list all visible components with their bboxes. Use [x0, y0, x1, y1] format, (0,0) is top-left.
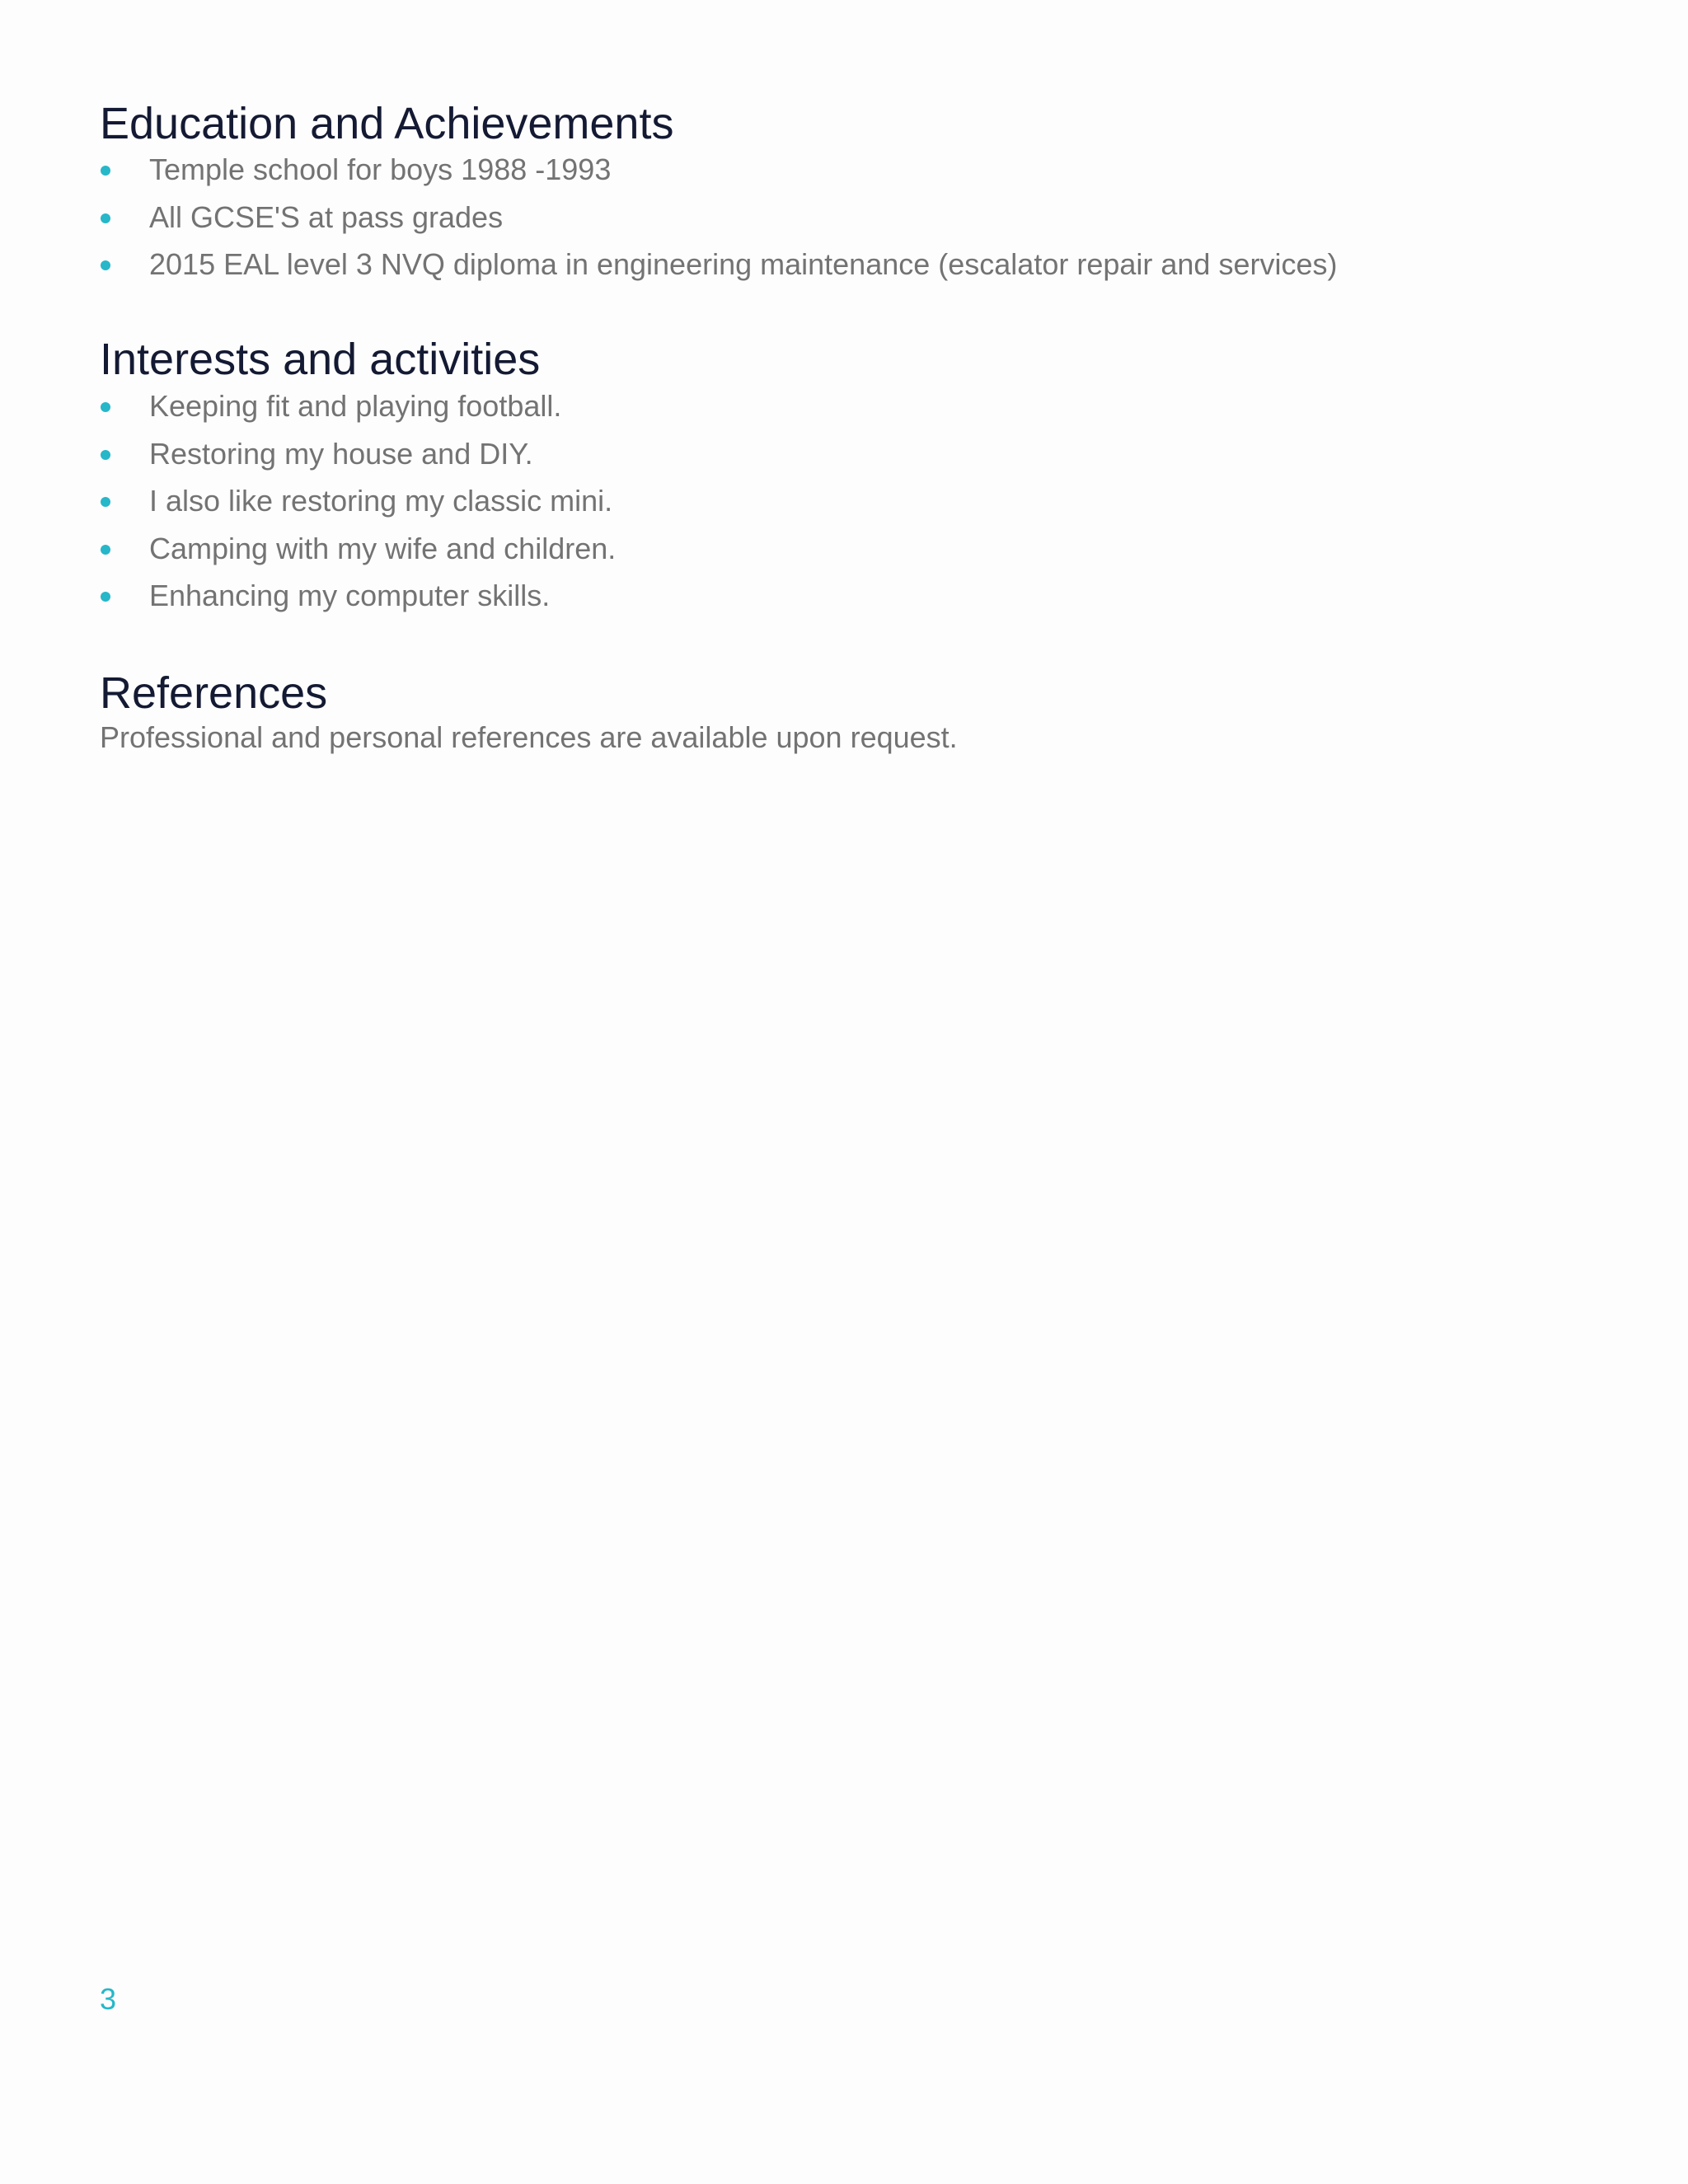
- interests-list: [100, 389, 616, 626]
- list-item: [100, 532, 616, 579]
- list-item-text: Temple school for boys 1988 -1993: [149, 152, 612, 186]
- list-item-text: All GCSE'S at pass grades: [149, 199, 504, 234]
- references-text: Professional and personal references are available upon request.: [100, 720, 958, 754]
- list-item: [100, 152, 1337, 200]
- list-item-text: Restoring my house and DIY.: [149, 436, 533, 471]
- bullet-dot-icon: [101, 450, 110, 460]
- bullet-dot-icon: [101, 213, 110, 223]
- list-item-text: 2015 EAL level 3 NVQ diploma in engineering maintenance (escalator repair and services): [149, 247, 1338, 281]
- list-item: [100, 389, 616, 437]
- list-item: [100, 579, 616, 626]
- list-item: [100, 247, 1337, 295]
- list-item-text: I also like restoring my classic mini.: [149, 484, 613, 518]
- list-item-text: Keeping fit and playing football.: [149, 389, 562, 423]
- list-item: [100, 437, 616, 485]
- bullet-dot-icon: [101, 497, 110, 507]
- interests-heading: Interests and activities: [100, 335, 541, 384]
- list-item-text: Camping with my wife and children.: [149, 531, 617, 565]
- bullet-dot-icon: [101, 166, 110, 176]
- references-heading: References: [100, 668, 328, 718]
- bullet-dot-icon: [101, 545, 110, 555]
- list-item-text: Enhancing my computer skills.: [149, 579, 551, 612]
- page-number: 3: [100, 1982, 117, 2016]
- bullet-dot-icon: [101, 260, 110, 270]
- education-heading: Education and Achievements: [100, 99, 674, 148]
- bullet-dot-icon: [101, 592, 110, 602]
- education-list: [100, 152, 1337, 295]
- list-item: [100, 484, 616, 532]
- bullet-dot-icon: [101, 402, 110, 412]
- list-item: [100, 200, 1337, 248]
